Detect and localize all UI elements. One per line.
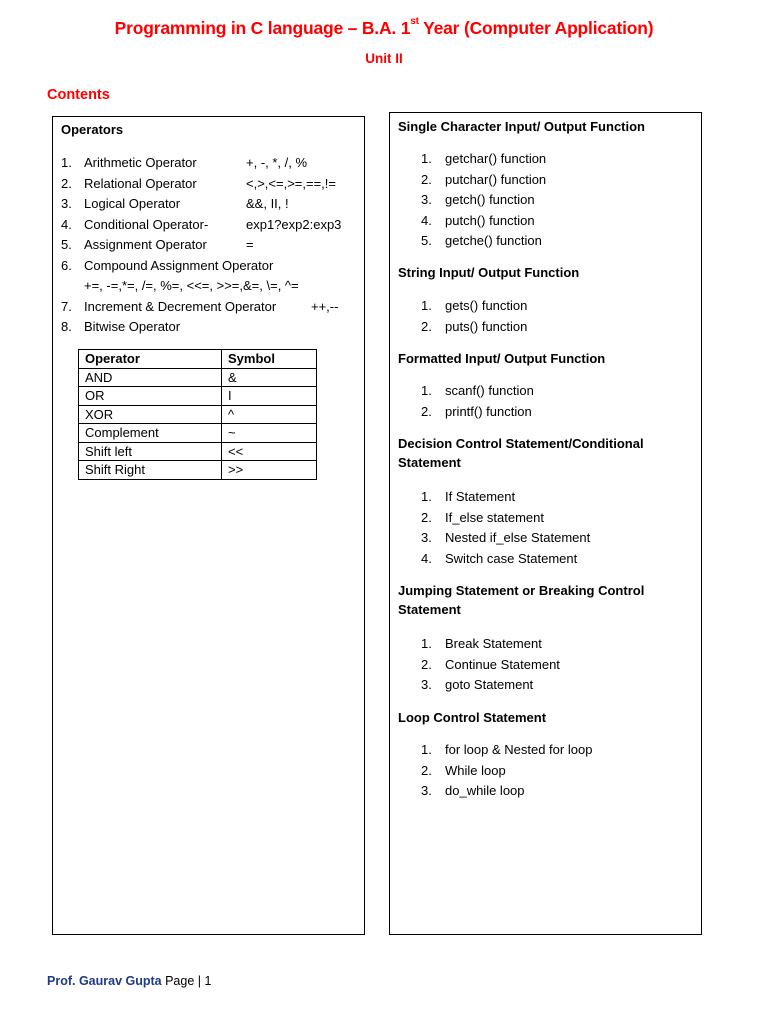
list-item: 6. Compound Assignment Operator xyxy=(61,257,274,273)
table-row xyxy=(79,424,317,443)
operators-list xyxy=(61,153,361,338)
list-item: 4. putch() function xyxy=(421,212,535,228)
author-name: Prof. Gaurav Gupta xyxy=(47,974,162,988)
table-header-row xyxy=(79,350,317,369)
string-io-list xyxy=(421,296,691,337)
table-cell: I xyxy=(222,387,317,406)
list-item: 2. If_else statement xyxy=(421,509,544,525)
table-cell: & xyxy=(222,368,317,387)
page-number: Page | 1 xyxy=(161,974,212,988)
list-item: 5. Assignment Operator = xyxy=(61,237,254,252)
loop-control-list xyxy=(421,740,691,802)
list-item: +=, -=,*=, /=, %=, <<=, >>=,&=, \=, ^= xyxy=(84,278,299,293)
table-cell: XOR xyxy=(79,405,222,424)
column-header-operator: Operator xyxy=(79,350,222,369)
bitwise-operator-table xyxy=(78,349,317,480)
list-item: 1. scanf() function xyxy=(421,383,534,398)
list-item: 2. Relational Operator <,>,<=,>=,==,!= xyxy=(61,175,336,191)
formatted-io-list xyxy=(421,381,691,422)
list-item: 2. printf() function xyxy=(421,403,532,419)
table-row xyxy=(79,368,317,387)
contents-heading: Contents xyxy=(47,87,110,103)
section-heading-formatted-io: Formatted Input/ Output Function xyxy=(398,351,606,366)
jumping-statement-list xyxy=(421,634,691,696)
list-item: 1. Break Statement xyxy=(421,636,542,651)
list-item: 8. Bitwise Operator xyxy=(61,319,181,334)
unit-heading: Unit II xyxy=(365,51,403,66)
section-heading-single-char-io: Single Character Input/ Output Function xyxy=(398,119,645,134)
single-char-io-list xyxy=(421,149,691,252)
list-item: 3. goto Statement xyxy=(421,677,534,692)
list-item: 3. do_while loop xyxy=(421,783,525,798)
heading-line: Decision Control Statement/Conditional xyxy=(398,436,644,451)
list-item: 2. While loop xyxy=(421,762,506,778)
list-item: 3. Logical Operator &&, II, ! xyxy=(61,196,289,211)
heading-line: Statement xyxy=(398,455,461,470)
list-item: 2. putchar() function xyxy=(421,171,547,187)
table-cell: Shift Right xyxy=(79,461,222,480)
list-item: 1. for loop & Nested for loop xyxy=(421,742,593,757)
list-item: 1. getchar() function xyxy=(421,151,547,166)
table-row xyxy=(79,461,317,480)
table-cell: Complement xyxy=(79,424,222,443)
table-cell: >> xyxy=(222,461,317,480)
list-item: 5. getche() function xyxy=(421,233,542,248)
list-item: 4. Conditional Operator- exp1?exp2:exp3 xyxy=(61,216,342,232)
list-item: 1. Arithmetic Operator +, -, *, /, % xyxy=(61,155,308,170)
section-heading-string-io: String Input/ Output Function xyxy=(398,265,580,280)
table-cell: ~ xyxy=(222,424,317,443)
column-header-symbol: Symbol xyxy=(222,350,317,369)
table-cell: ^ xyxy=(222,405,317,424)
table-row xyxy=(79,442,317,461)
heading-line: Jumping Statement or Breaking Control xyxy=(398,583,645,598)
list-item: 3. Nested if_else Statement xyxy=(421,530,591,545)
document-title: Programming in C language – B.A. 1st Year (Computer Application) xyxy=(114,16,654,38)
section-heading-jumping-statement xyxy=(398,583,644,617)
section-heading-decision-control xyxy=(398,436,644,470)
table-cell: AND xyxy=(79,368,222,387)
list-item: 1. If Statement xyxy=(421,489,516,504)
section-heading-loop-control: Loop Control Statement xyxy=(398,710,547,725)
table-cell: << xyxy=(222,442,317,461)
list-item: 7. Increment & Decrement Operator ++,-- xyxy=(61,298,339,314)
list-item: 2. Continue Statement xyxy=(421,656,560,672)
table-row xyxy=(79,387,317,406)
heading-line: Statement xyxy=(398,602,461,617)
list-item: 4. Switch case Statement xyxy=(421,550,578,566)
list-item: 2. puts() function xyxy=(421,318,528,334)
table-cell: OR xyxy=(79,387,222,406)
page-footer xyxy=(47,974,211,988)
decision-control-list xyxy=(421,487,691,569)
list-item: 1. gets() function xyxy=(421,298,528,313)
table-row xyxy=(79,405,317,424)
operators-heading: Operators xyxy=(61,122,124,137)
list-item: 3. getch() function xyxy=(421,192,535,207)
table-cell: Shift left xyxy=(79,442,222,461)
